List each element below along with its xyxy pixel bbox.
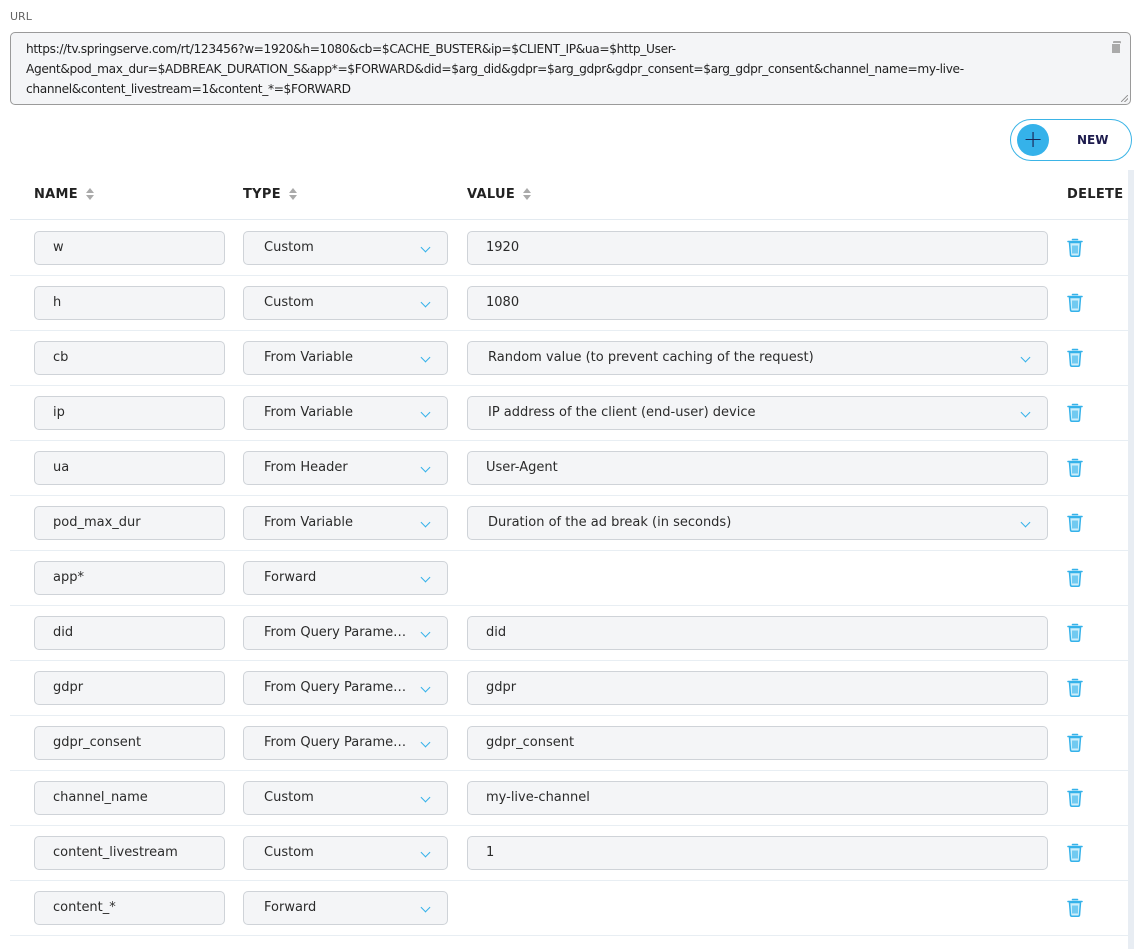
- url-textarea[interactable]: [10, 32, 1131, 105]
- table-row: [10, 385, 1130, 441]
- trash-icon[interactable]: [1067, 623, 1083, 642]
- column-header-type[interactable]: [243, 187, 297, 202]
- table-row: [10, 330, 1130, 386]
- param-type-select[interactable]: [243, 561, 448, 595]
- param-value-input[interactable]: 1080: [467, 286, 1048, 320]
- chevron-down-icon: [421, 683, 431, 693]
- chevron-down-icon: [421, 903, 431, 913]
- param-type-select[interactable]: [243, 286, 448, 320]
- new-button-label: NEW: [1077, 133, 1109, 147]
- chevron-down-icon: [421, 628, 431, 638]
- url-label: URL: [10, 10, 32, 23]
- param-value-selected: Duration of the ad break (in seconds): [488, 515, 732, 530]
- param-name-input[interactable]: pod_max_dur: [34, 506, 225, 540]
- chevron-down-icon: [1021, 518, 1031, 528]
- param-type-value: From Variable: [264, 405, 353, 420]
- chevron-down-icon: [421, 243, 431, 253]
- param-type-select[interactable]: [243, 341, 448, 375]
- url-line: Agent&pod_max_dur=$ADBREAK_DURATION_S&app*=$FORWARD&did=$arg_did&gdpr=$arg_gdpr&gdpr_consent=$arg_gdpr_consent&channel_name=my-live-: [26, 62, 964, 76]
- column-header-name-label: NAME: [34, 187, 78, 202]
- param-name-input[interactable]: ip: [34, 396, 225, 430]
- table-row: [10, 880, 1130, 936]
- param-type-value: Forward: [264, 900, 317, 915]
- trash-icon[interactable]: [1067, 568, 1083, 587]
- chevron-down-icon: [421, 463, 431, 473]
- trash-icon[interactable]: [1067, 678, 1083, 697]
- table-row: [10, 715, 1130, 771]
- param-value-select[interactable]: [467, 341, 1048, 375]
- trash-icon[interactable]: [1067, 458, 1083, 477]
- param-value-input[interactable]: 1920: [467, 231, 1048, 265]
- param-type-select[interactable]: [243, 836, 448, 870]
- param-type-select[interactable]: [243, 781, 448, 815]
- param-value-input[interactable]: gdpr: [467, 671, 1048, 705]
- chevron-down-icon: [421, 573, 431, 583]
- param-value-selected: Random value (to prevent caching of the request): [488, 350, 814, 365]
- trash-icon[interactable]: [1067, 733, 1083, 752]
- param-name-input[interactable]: h: [34, 286, 225, 320]
- param-name-input[interactable]: cb: [34, 341, 225, 375]
- chevron-down-icon: [421, 518, 431, 528]
- param-name-input[interactable]: ua: [34, 451, 225, 485]
- url-line: channel&content_livestream=1&content_*=$FORWARD: [26, 82, 351, 96]
- trash-icon[interactable]: [1067, 403, 1083, 422]
- param-value-select[interactable]: [467, 506, 1048, 540]
- param-type-select[interactable]: [243, 396, 448, 430]
- chevron-down-icon: [421, 738, 431, 748]
- new-param-button[interactable]: [1010, 119, 1132, 161]
- param-name-input[interactable]: content_*: [34, 891, 225, 925]
- chevron-down-icon: [421, 353, 431, 363]
- param-name-input[interactable]: gdpr: [34, 671, 225, 705]
- param-type-value: From Query Parame…: [264, 625, 407, 640]
- trash-icon[interactable]: [1067, 898, 1083, 917]
- param-type-select[interactable]: [243, 891, 448, 925]
- trash-icon[interactable]: [1067, 238, 1083, 257]
- chevron-down-icon: [421, 408, 431, 418]
- sort-icon[interactable]: [86, 188, 94, 200]
- chevron-down-icon: [421, 298, 431, 308]
- param-name-input[interactable]: content_livestream: [34, 836, 225, 870]
- table-header: [10, 170, 1130, 220]
- column-header-name[interactable]: [34, 187, 94, 202]
- param-type-value: From Query Parame…: [264, 735, 407, 750]
- chevron-down-icon: [1021, 408, 1031, 418]
- param-name-input[interactable]: channel_name: [34, 781, 225, 815]
- param-type-select[interactable]: [243, 506, 448, 540]
- chevron-down-icon: [1021, 353, 1031, 363]
- param-type-value: From Variable: [264, 515, 353, 530]
- plus-icon: +: [1017, 124, 1049, 156]
- trash-icon[interactable]: [1067, 293, 1083, 312]
- param-value-selected: IP address of the client (end-user) device: [488, 405, 756, 420]
- chevron-down-icon: [421, 793, 431, 803]
- param-type-value: From Header: [264, 460, 348, 475]
- param-type-value: From Query Parame…: [264, 680, 407, 695]
- param-value-select[interactable]: [467, 396, 1048, 430]
- param-type-select[interactable]: [243, 231, 448, 265]
- table-row: [10, 220, 1130, 276]
- param-type-select[interactable]: [243, 451, 448, 485]
- param-type-select[interactable]: [243, 726, 448, 760]
- trash-icon[interactable]: [1067, 348, 1083, 367]
- table-row: [10, 440, 1130, 496]
- param-type-value: From Variable: [264, 350, 353, 365]
- sort-icon[interactable]: [523, 188, 531, 200]
- param-value-input[interactable]: gdpr_consent: [467, 726, 1048, 760]
- param-value-input[interactable]: User-Agent: [467, 451, 1048, 485]
- param-type-value: Custom: [264, 295, 314, 310]
- table-row: [10, 660, 1130, 716]
- column-header-value[interactable]: [467, 187, 531, 202]
- table-row: [10, 275, 1130, 331]
- param-value-input[interactable]: did: [467, 616, 1048, 650]
- param-type-value: Custom: [264, 240, 314, 255]
- param-type-value: Custom: [264, 790, 314, 805]
- params-table: [10, 170, 1130, 949]
- param-name-input[interactable]: w: [34, 231, 225, 265]
- column-header-type-label: TYPE: [243, 187, 281, 202]
- param-value-input[interactable]: my-live-channel: [467, 781, 1048, 815]
- param-type-value: Forward: [264, 570, 317, 585]
- column-header-delete: DELETE: [1067, 187, 1124, 202]
- url-line: https://tv.springserve.com/rt/123456?w=1920&h=1080&cb=$CACHE_BUSTER&ip=$CLIENT_IP&ua=$http_User-: [26, 42, 676, 56]
- table-row: [10, 495, 1130, 551]
- table-row: [10, 825, 1130, 881]
- table-row: [10, 550, 1130, 606]
- param-type-value: Custom: [264, 845, 314, 860]
- sort-icon[interactable]: [289, 188, 297, 200]
- table-row: [10, 605, 1130, 661]
- param-value-input[interactable]: 1: [467, 836, 1048, 870]
- copy-icon[interactable]: [1111, 41, 1121, 52]
- param-type-select[interactable]: [243, 616, 448, 650]
- column-header-value-label: VALUE: [467, 187, 515, 202]
- trash-icon[interactable]: [1067, 843, 1083, 862]
- table-row: [10, 770, 1130, 826]
- param-name-input[interactable]: app*: [34, 561, 225, 595]
- chevron-down-icon: [421, 848, 431, 858]
- param-name-input[interactable]: did: [34, 616, 225, 650]
- resize-handle[interactable]: [1121, 95, 1128, 102]
- param-name-input[interactable]: gdpr_consent: [34, 726, 225, 760]
- trash-icon[interactable]: [1067, 513, 1083, 532]
- trash-icon[interactable]: [1067, 788, 1083, 807]
- param-type-select[interactable]: [243, 671, 448, 705]
